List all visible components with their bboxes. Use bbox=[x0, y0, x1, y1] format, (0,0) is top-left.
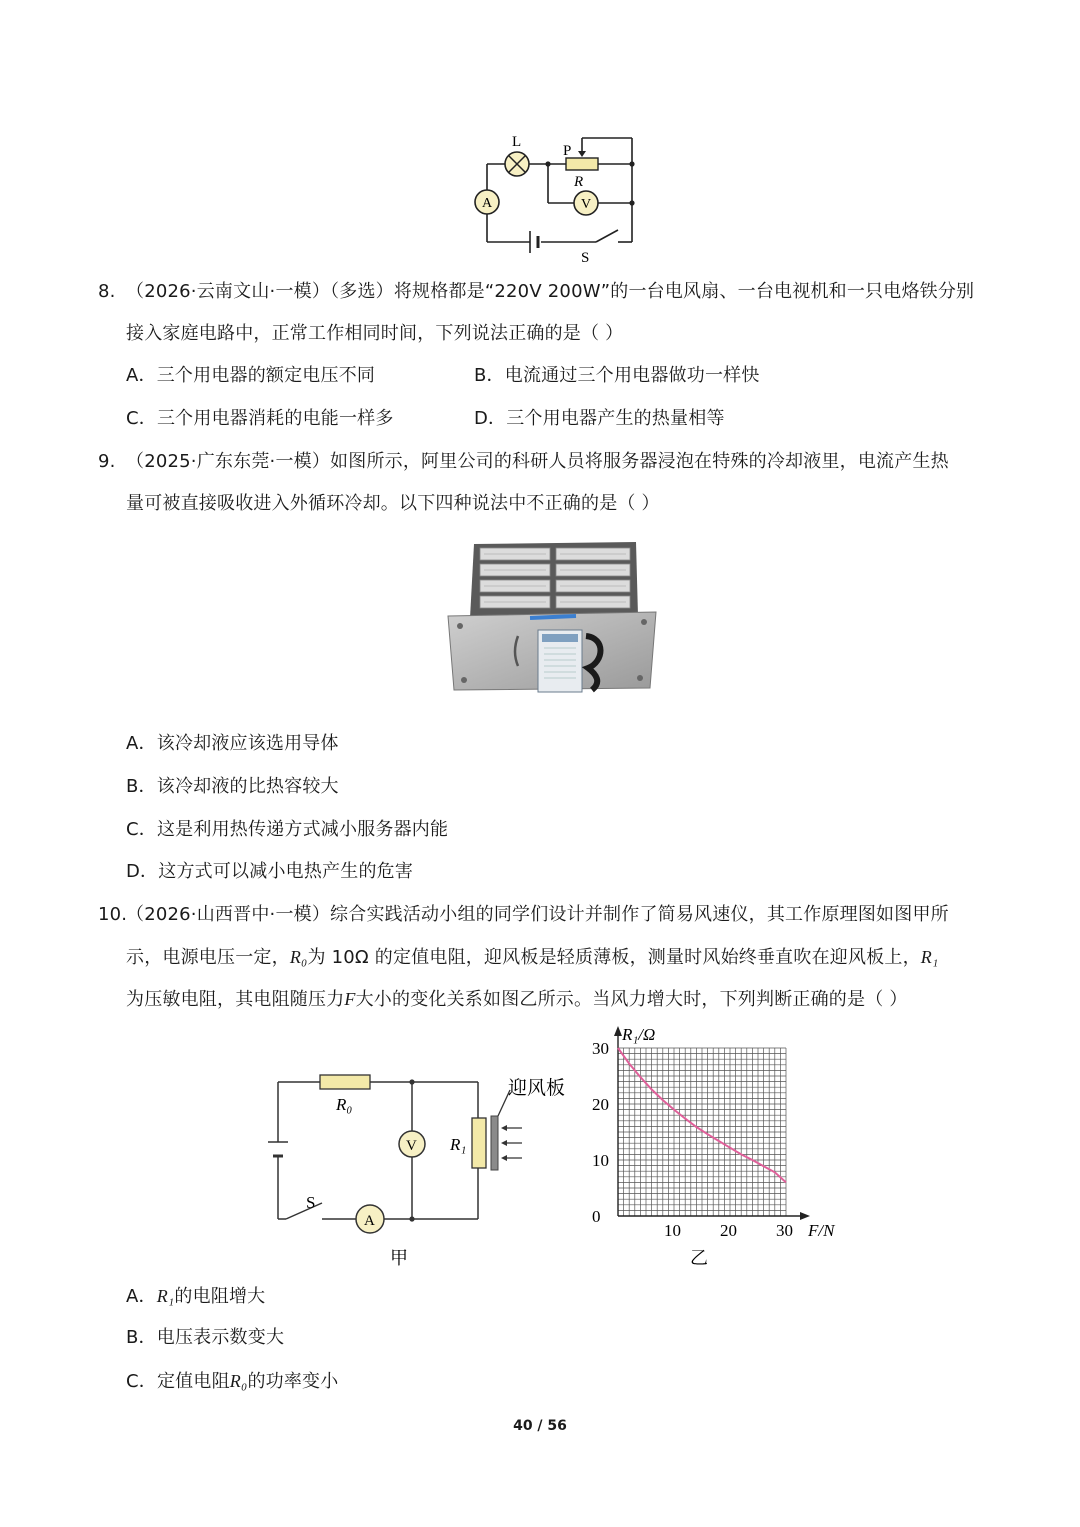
q10-option-a-text: 的电阻增大 bbox=[174, 1286, 266, 1307]
q10-stem-2c: 为 10Ω 的定值电阻，迎风板是轻质薄板，测量时风始终垂直吹在迎风板上， bbox=[307, 947, 921, 968]
q9-option-c: C．这是利用热传递方式减小服务器内能 bbox=[126, 819, 449, 840]
chart-ylabel: R₁/Ω bbox=[622, 1025, 656, 1044]
q10-stem-2a: 示，电源电压一定， bbox=[126, 947, 290, 968]
q10-stem-line3 bbox=[126, 987, 908, 1012]
var-f: F bbox=[344, 989, 356, 1009]
label-V: V bbox=[581, 197, 592, 212]
chart-r1-vs-f bbox=[588, 1022, 858, 1272]
label-wind-board: 迎风板 bbox=[508, 1077, 566, 1099]
q10-option-a-var: R₁ bbox=[156, 1286, 175, 1306]
q10-option-a-prefix: A． bbox=[126, 1286, 157, 1307]
q10-option-a bbox=[126, 1284, 265, 1309]
chart-grid bbox=[618, 1048, 786, 1216]
q10-option-c-text: 的功率变小 bbox=[247, 1371, 339, 1392]
label-R: R bbox=[574, 174, 584, 190]
lamp-symbol bbox=[505, 152, 529, 176]
q10-option-c-prefix: C．定值电阻 bbox=[126, 1371, 230, 1392]
x-axis-arrow bbox=[800, 1212, 810, 1220]
q8-option-c: C．三个用电器消耗的电能一样多 bbox=[126, 408, 394, 429]
q9-number: 9. bbox=[98, 451, 116, 472]
chart-ticks bbox=[592, 1039, 793, 1240]
q9-option-d: D．这方式可以减小电热产生的危害 bbox=[126, 861, 414, 882]
y-tick-label: 30 bbox=[592, 1039, 609, 1058]
circuit-figure-top bbox=[468, 128, 648, 268]
q10-option-b: B．电压表示数变大 bbox=[126, 1327, 285, 1348]
q8-option-a: A．三个用电器的额定电压不同 bbox=[126, 365, 376, 386]
server-immersion-photo bbox=[446, 540, 658, 710]
label-r1: R₁ bbox=[450, 1135, 467, 1154]
q9-stem-line2: 量可被直接吸收进入外循环冷却。以下四种说法中不正确的是（ ） bbox=[126, 493, 660, 514]
label-S: S bbox=[581, 250, 590, 266]
q9-stem-line1: （2025·广东东莞·一模）如图所示，阿里公司的科研人员将服务器浸泡在特殊的冷却液里，电流产生热 bbox=[126, 451, 949, 472]
q10-stem-line1: （2026·山西晋中·一模）综合实践活动小组的同学们设计并制作了简易风速仪，其工作原理图如图甲所 bbox=[126, 904, 949, 925]
label-a: A bbox=[364, 1213, 375, 1229]
q10-stem-3c: 大小的变化关系如图乙所示。当风力增大时，下列判断正确的是（ ） bbox=[355, 989, 908, 1010]
label-s: S bbox=[306, 1193, 316, 1212]
q8-option-d: D．三个用电器产生的热量相等 bbox=[474, 408, 725, 429]
q10-option-c bbox=[126, 1369, 338, 1394]
q10-number: 10. bbox=[98, 904, 128, 925]
q10-stem-line2 bbox=[126, 945, 938, 970]
y-tick-label: 10 bbox=[592, 1151, 609, 1170]
circuit-figure-jia bbox=[260, 1070, 580, 1270]
q9-option-a: A．该冷却液应该选用导体 bbox=[126, 733, 339, 754]
q10-stem-3a: 为压敏电阻，其电阻随压力 bbox=[126, 989, 345, 1010]
x-tick-label: 30 bbox=[776, 1221, 793, 1240]
y-tick-label: 20 bbox=[592, 1095, 609, 1114]
chart-xlabel: F/N bbox=[808, 1221, 835, 1240]
x-tick-label: 20 bbox=[720, 1221, 737, 1240]
page-number: 40 / 56 bbox=[513, 1418, 567, 1434]
var-r1: R₁ bbox=[920, 947, 939, 967]
q9-option-b: B．该冷却液的比热容较大 bbox=[126, 776, 339, 797]
q8-option-b: B．电流通过三个用电器做功一样快 bbox=[474, 365, 760, 386]
q10-option-c-var: R₀ bbox=[229, 1371, 248, 1391]
y-tick-label: 0 bbox=[592, 1207, 601, 1226]
label-P: P bbox=[563, 143, 572, 159]
chart-caption: 乙 bbox=[690, 1248, 708, 1269]
q8-stem-line2: 接入家庭电路中，正常工作相同时间，下列说法正确的是（ ） bbox=[126, 323, 624, 344]
label-L: L bbox=[512, 134, 522, 150]
y-axis-arrow bbox=[614, 1026, 622, 1036]
q8-stem-line1: （2026·云南文山·一模）（多选）将规格都是“220V 200W”的一台电风扇、一台电视机和一只电烙铁分别 bbox=[126, 281, 975, 302]
q8-number: 8. bbox=[98, 281, 116, 302]
label-r0: R₀ bbox=[336, 1095, 353, 1114]
x-tick-label: 10 bbox=[664, 1221, 681, 1240]
var-r0: R₀ bbox=[289, 947, 308, 967]
label-A: A bbox=[482, 196, 493, 211]
label-v: V bbox=[406, 1138, 417, 1154]
caption-jia: 甲 bbox=[390, 1248, 408, 1269]
